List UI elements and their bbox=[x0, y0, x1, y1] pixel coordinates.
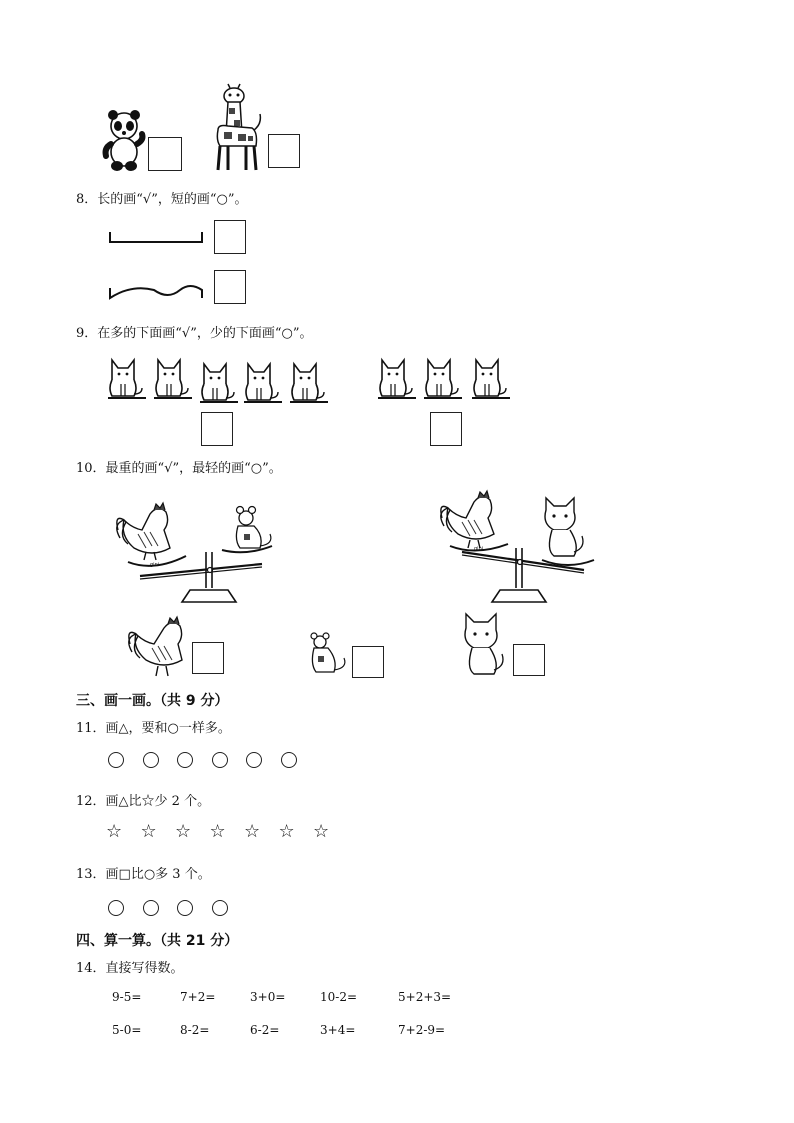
wavy-line-illustration bbox=[108, 280, 204, 302]
answer-box-cats-right[interactable] bbox=[430, 412, 462, 446]
equation[interactable]: 5-0= bbox=[112, 1023, 142, 1037]
balance-scale-rooster-cat bbox=[428, 490, 608, 606]
section-4-title: 四、算一算。（共 21 分） bbox=[76, 933, 239, 949]
circle-shape bbox=[143, 900, 159, 916]
equation[interactable]: 3+0= bbox=[250, 990, 286, 1004]
question-11: 11．画△，要和○一样多。 bbox=[76, 721, 231, 736]
equation[interactable]: 9-5= bbox=[112, 990, 142, 1004]
equation[interactable]: 3+4= bbox=[320, 1023, 356, 1037]
mouse-illustration bbox=[306, 632, 350, 678]
star-icon: ☆ bbox=[278, 821, 295, 842]
question-10: 10．最重的画“√”，最轻的画“○”。 bbox=[76, 461, 282, 476]
equation[interactable]: 6-2= bbox=[250, 1023, 280, 1037]
star-icon: ☆ bbox=[313, 821, 330, 842]
star-icon: ☆ bbox=[140, 821, 157, 842]
svg-text:gini: gini bbox=[150, 562, 160, 568]
equation[interactable]: 7+2= bbox=[180, 990, 216, 1004]
circle-shape bbox=[108, 900, 124, 916]
circle-shape bbox=[281, 752, 297, 768]
question-8: 8．长的画“√”，短的画“○”。 bbox=[76, 192, 248, 207]
balance-scale-rooster-mouse bbox=[110, 500, 290, 606]
circle-shape bbox=[108, 752, 124, 768]
star-icon: ☆ bbox=[106, 821, 123, 842]
question-13: 13．画□比○多 3 个。 bbox=[76, 867, 211, 882]
straight-line-illustration bbox=[108, 228, 204, 244]
circle-shape bbox=[212, 900, 228, 916]
circle-shape bbox=[177, 900, 193, 916]
star-icon: ☆ bbox=[244, 821, 261, 842]
circle-shape bbox=[177, 752, 193, 768]
cat-illustration bbox=[460, 612, 510, 676]
question-14: 14．直接写得数。 bbox=[76, 961, 184, 976]
answer-box-cat[interactable] bbox=[513, 644, 545, 676]
section-3-title: 三、画一画。（共 9 分） bbox=[76, 693, 229, 709]
circle-shape bbox=[143, 752, 159, 768]
star-icon: ☆ bbox=[209, 821, 226, 842]
svg-text:gini: gini bbox=[474, 546, 484, 552]
circle-shape bbox=[212, 752, 228, 768]
answer-box-panda[interactable] bbox=[148, 137, 182, 171]
star-icon: ☆ bbox=[175, 821, 192, 842]
question-9: 9．在多的下面画“√”，少的下面画“○”。 bbox=[76, 326, 313, 341]
answer-box-mouse[interactable] bbox=[352, 646, 384, 678]
rooster-illustration bbox=[124, 618, 190, 680]
answer-box-wavy-line[interactable] bbox=[214, 270, 246, 304]
answer-box-cats-left[interactable] bbox=[201, 412, 233, 446]
answer-box-straight-line[interactable] bbox=[214, 220, 246, 254]
giraffe-illustration bbox=[208, 84, 264, 172]
panda-illustration bbox=[100, 108, 148, 172]
equation[interactable]: 8-2= bbox=[180, 1023, 210, 1037]
equation[interactable]: 7+2-9= bbox=[398, 1023, 446, 1037]
cat-group-right bbox=[376, 354, 516, 402]
question-12: 12．画△比☆少 2 个。 bbox=[76, 794, 211, 809]
equation[interactable]: 10-2= bbox=[320, 990, 358, 1004]
answer-box-rooster[interactable] bbox=[192, 642, 224, 674]
circle-shape bbox=[246, 752, 262, 768]
cat-group-left bbox=[106, 354, 328, 402]
answer-box-giraffe[interactable] bbox=[268, 134, 300, 168]
equation[interactable]: 5+2+3= bbox=[398, 990, 452, 1004]
